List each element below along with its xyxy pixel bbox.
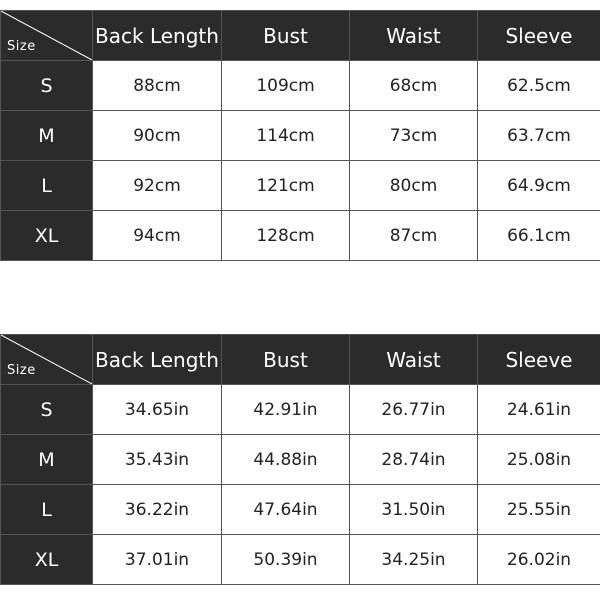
cell-bust: 114cm (222, 111, 350, 161)
cell-sleeve: 66.1cm (478, 211, 600, 261)
cell-waist: 26.77in (350, 385, 478, 435)
cell-back-length: 37.01in (93, 535, 222, 585)
header-row (1, 11, 600, 61)
table-row-s (1, 385, 600, 435)
cell-waist: 80cm (350, 161, 478, 211)
table-row-m (1, 435, 600, 485)
cell-waist: 73cm (350, 111, 478, 161)
size-chart-cm-table (0, 10, 600, 261)
cell-sleeve: 25.55in (478, 485, 600, 535)
size-label: Size (7, 39, 36, 54)
cell-bust: 42.91in (222, 385, 350, 435)
cell-sleeve: 24.61in (478, 385, 600, 435)
cell-back-length: 36.22in (93, 485, 222, 535)
column-header-bust: Bust (222, 335, 350, 385)
column-header-waist: Waist (350, 11, 478, 61)
column-header-bust: Bust (222, 11, 350, 61)
row-label-xl: XL (1, 211, 93, 261)
cell-back-length: 90cm (93, 111, 222, 161)
cell-back-length: 35.43in (93, 435, 222, 485)
cell-bust: 109cm (222, 61, 350, 111)
cell-back-length: 88cm (93, 61, 222, 111)
row-label-m: M (1, 111, 93, 161)
column-header-back-length: Back Length (93, 335, 222, 385)
cell-sleeve: 62.5cm (478, 61, 600, 111)
size-label: Size (7, 363, 36, 378)
row-label-xl: XL (1, 535, 93, 585)
cell-sleeve: 63.7cm (478, 111, 600, 161)
row-label-s: S (1, 385, 93, 435)
cell-bust: 128cm (222, 211, 350, 261)
cell-waist: 87cm (350, 211, 478, 261)
cell-bust: 50.39in (222, 535, 350, 585)
size-corner-header (1, 11, 93, 61)
cell-back-length: 94cm (93, 211, 222, 261)
cell-waist: 34.25in (350, 535, 478, 585)
column-header-sleeve: Sleeve (478, 335, 600, 385)
cell-back-length: 92cm (93, 161, 222, 211)
column-header-back-length: Back Length (93, 11, 222, 61)
cell-sleeve: 25.08in (478, 435, 600, 485)
cell-waist: 68cm (350, 61, 478, 111)
cell-bust: 44.88in (222, 435, 350, 485)
cell-waist: 28.74in (350, 435, 478, 485)
row-label-l: L (1, 161, 93, 211)
row-label-l: L (1, 485, 93, 535)
cell-sleeve: 26.02in (478, 535, 600, 585)
size-corner-header (1, 335, 93, 385)
cell-sleeve: 64.9cm (478, 161, 600, 211)
table-row-s (1, 61, 600, 111)
table-row-xl (1, 535, 600, 585)
table-row-l (1, 161, 600, 211)
table-row-xl (1, 211, 600, 261)
table-row-l (1, 485, 600, 535)
table-row-m (1, 111, 600, 161)
cell-back-length: 34.65in (93, 385, 222, 435)
cell-waist: 31.50in (350, 485, 478, 535)
header-row (1, 335, 600, 385)
size-chart-inch-table (0, 334, 600, 585)
column-header-waist: Waist (350, 335, 478, 385)
row-label-s: S (1, 61, 93, 111)
row-label-m: M (1, 435, 93, 485)
cell-bust: 47.64in (222, 485, 350, 535)
cell-bust: 121cm (222, 161, 350, 211)
column-header-sleeve: Sleeve (478, 11, 600, 61)
